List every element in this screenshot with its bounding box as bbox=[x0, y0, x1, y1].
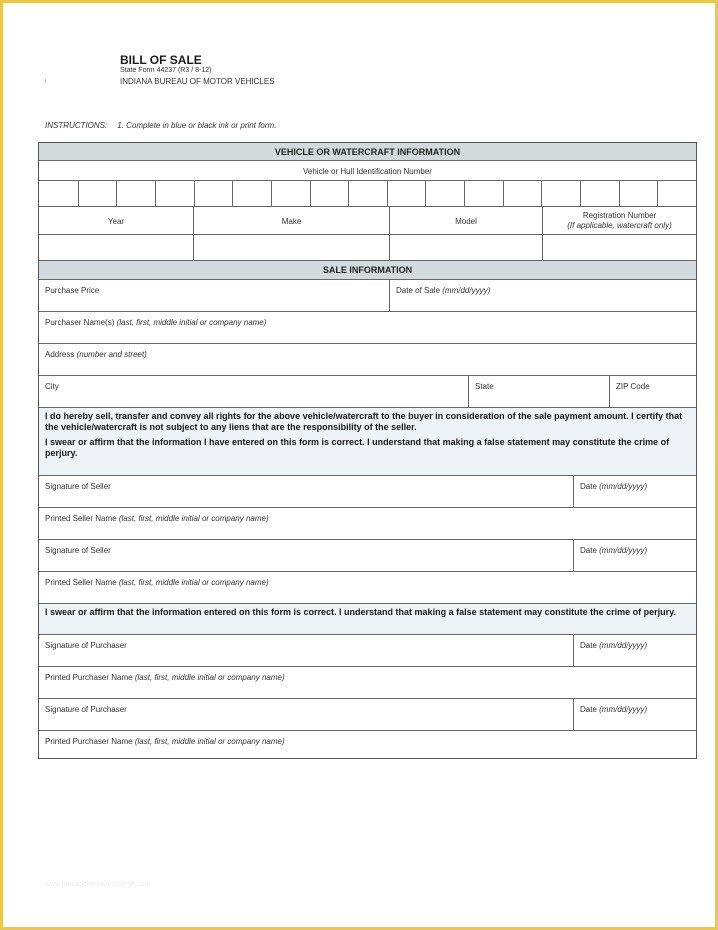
instructions bbox=[45, 121, 276, 130]
vin-char-box[interactable] bbox=[657, 181, 696, 206]
seller-date-text-2: Date bbox=[580, 546, 597, 555]
seller-signature-row-2 bbox=[39, 540, 696, 572]
seller-printed-hint-2: (last, first, middle initial or company name) bbox=[118, 578, 269, 587]
purchaser-signature-label-1: Signature of Purchaser bbox=[45, 641, 127, 650]
form-number: State Form 44237 (R3 / 8-12) bbox=[120, 67, 212, 74]
seller-printed-hint-1: (last, first, middle initial or company name) bbox=[118, 514, 269, 523]
registration-field[interactable] bbox=[542, 235, 696, 260]
vin-box-row bbox=[39, 181, 696, 207]
purchaser-name-hint: (last, first, middle initial or company name) bbox=[116, 318, 267, 327]
make-field[interactable] bbox=[193, 235, 389, 260]
registration-header bbox=[542, 207, 696, 234]
address-label bbox=[45, 350, 147, 359]
zip-field[interactable] bbox=[609, 376, 696, 407]
sale-section-header: SALE INFORMATION bbox=[39, 261, 696, 280]
city-field[interactable] bbox=[39, 376, 468, 407]
purchaser-date-label-2 bbox=[580, 705, 647, 714]
purchaser-printed-text-1: Printed Purchaser Name bbox=[45, 673, 133, 682]
vin-char-box[interactable] bbox=[425, 181, 464, 206]
seller-date-field-2[interactable] bbox=[573, 540, 696, 571]
seller-signature-row-1 bbox=[39, 476, 696, 508]
model-label: Model bbox=[455, 217, 477, 226]
bill-of-sale-form bbox=[38, 142, 697, 759]
vin-char-box[interactable] bbox=[580, 181, 619, 206]
seller-signature-field-1[interactable] bbox=[39, 476, 573, 507]
seller-statement bbox=[39, 408, 696, 476]
vin-char-box[interactable] bbox=[619, 181, 657, 206]
seller-signature-label-2: Signature of Seller bbox=[45, 546, 111, 555]
vin-char-box[interactable] bbox=[348, 181, 387, 206]
form-title: BILL OF SALE bbox=[120, 53, 202, 67]
vehicle-header-row bbox=[39, 207, 696, 235]
vin-char-box[interactable] bbox=[541, 181, 580, 206]
purchaser-name-text: Purchaser Name(s) bbox=[45, 318, 115, 327]
vin-char-box[interactable] bbox=[464, 181, 503, 206]
address-text: Address bbox=[45, 350, 75, 359]
seller-date-label-2 bbox=[580, 546, 647, 555]
seller-printed-name-field-2[interactable] bbox=[39, 572, 696, 604]
seller-date-field-1[interactable] bbox=[573, 476, 696, 507]
date-of-sale-text: Date of Sale bbox=[396, 286, 441, 295]
purchaser-date-field-2[interactable] bbox=[573, 699, 696, 730]
address-field[interactable] bbox=[39, 344, 696, 376]
purchaser-signature-field-1[interactable] bbox=[39, 635, 573, 666]
state-label: State bbox=[475, 382, 494, 391]
state-field[interactable] bbox=[468, 376, 609, 407]
vehicle-entry-row bbox=[39, 235, 696, 261]
purchaser-printed-name-field-2[interactable] bbox=[39, 731, 696, 758]
purchaser-printed-name-label-1 bbox=[45, 673, 285, 682]
vin-char-box[interactable] bbox=[310, 181, 348, 206]
purchaser-signature-label-2: Signature of Purchaser bbox=[45, 705, 127, 714]
purchaser-date-hint-2: (mm/dd/yyyy) bbox=[599, 705, 648, 714]
vin-char-box[interactable] bbox=[271, 181, 310, 206]
seller-printed-text-1: Printed Seller Name bbox=[45, 514, 117, 523]
vin-char-box[interactable] bbox=[232, 181, 271, 206]
seller-signature-field-2[interactable] bbox=[39, 540, 573, 571]
form-sheet bbox=[3, 3, 715, 927]
year-header bbox=[39, 207, 193, 234]
purchaser-statement bbox=[39, 604, 696, 635]
address-hint: (number and street) bbox=[76, 350, 147, 359]
purchaser-printed-hint-1: (last, first, middle initial or company name) bbox=[134, 673, 285, 682]
city-label: City bbox=[45, 382, 59, 391]
year-field[interactable] bbox=[39, 235, 193, 260]
seller-date-hint-2: (mm/dd/yyyy) bbox=[599, 546, 648, 555]
purchaser-printed-hint-2: (last, first, middle initial or company name) bbox=[134, 737, 285, 746]
purchaser-name-field[interactable] bbox=[39, 312, 696, 344]
model-header bbox=[389, 207, 542, 234]
date-of-sale-label bbox=[396, 286, 490, 295]
agency-name: INDIANA BUREAU OF MOTOR VEHICLES bbox=[120, 77, 275, 86]
seller-printed-name-label-2 bbox=[45, 578, 269, 587]
scan-mark bbox=[45, 79, 46, 83]
registration-note: (If applicable, watercraft only) bbox=[567, 221, 672, 230]
vin-label: Vehicle or Hull Identification Number bbox=[303, 167, 432, 176]
vin-char-box[interactable] bbox=[155, 181, 194, 206]
purchaser-date-field-1[interactable] bbox=[573, 635, 696, 666]
date-of-sale-field[interactable] bbox=[389, 280, 696, 311]
vin-char-box[interactable] bbox=[503, 181, 541, 206]
seller-printed-name-label-1 bbox=[45, 514, 269, 523]
seller-printed-text-2: Printed Seller Name bbox=[45, 578, 117, 587]
seller-date-label-1 bbox=[580, 482, 647, 491]
purchase-price-field[interactable] bbox=[39, 280, 389, 311]
instructions-text: 1. Complete in blue or black ink or print form. bbox=[117, 121, 277, 130]
purchaser-signature-field-2[interactable] bbox=[39, 699, 573, 730]
seller-date-text-1: Date bbox=[580, 482, 597, 491]
vehicle-section-header: VEHICLE OR WATERCRAFT INFORMATION bbox=[39, 143, 696, 161]
purchaser-signature-row-1 bbox=[39, 635, 696, 667]
purchaser-printed-name-label-2 bbox=[45, 737, 285, 746]
seller-signature-label-1: Signature of Seller bbox=[45, 482, 111, 491]
vin-char-box[interactable] bbox=[39, 181, 78, 206]
vin-char-box[interactable] bbox=[116, 181, 155, 206]
purchaser-date-text-1: Date bbox=[580, 641, 597, 650]
city-state-zip-row bbox=[39, 376, 696, 408]
zip-label: ZIP Code bbox=[616, 382, 650, 391]
purchaser-printed-name-field-1[interactable] bbox=[39, 667, 696, 699]
date-format-hint: (mm/dd/yyyy) bbox=[442, 286, 491, 295]
purchaser-signature-row-2 bbox=[39, 699, 696, 731]
vin-char-box[interactable] bbox=[194, 181, 232, 206]
purchaser-date-text-2: Date bbox=[580, 705, 597, 714]
purchaser-name-label bbox=[45, 318, 266, 327]
seller-statement-perjury: I swear or affirm that the information I have entered on this form is correct. I understand that making a false statement may constitute the crime of perjury. bbox=[45, 437, 670, 458]
seller-printed-name-field-1[interactable] bbox=[39, 508, 696, 540]
year-label: Year bbox=[107, 217, 125, 226]
price-date-row bbox=[39, 280, 696, 312]
purchase-price-label: Purchase Price bbox=[45, 286, 100, 295]
make-header bbox=[193, 207, 389, 234]
model-field[interactable] bbox=[389, 235, 542, 260]
vin-char-box[interactable] bbox=[78, 181, 116, 206]
vin-label-row bbox=[39, 161, 696, 181]
purchaser-date-label-1 bbox=[580, 641, 647, 650]
vin-char-box[interactable] bbox=[387, 181, 425, 206]
seller-statement-transfer: I do hereby sell, transfer and convey all rights for the above vehicle/watercraft to the buyer in consideration of the sale payment amount. I certify that the vehicle/watercraft is not subject to any liens that are the responsibility of the seller. bbox=[45, 411, 683, 432]
purchaser-printed-text-2: Printed Purchaser Name bbox=[45, 737, 133, 746]
make-label: Make bbox=[281, 217, 302, 226]
watermark: www.heritagechristiancollege.com bbox=[45, 881, 151, 888]
purchaser-statement-perjury: I swear or affirm that the information entered on this form is correct. I understand that making a false statement may constitute the crime of perjury. bbox=[45, 607, 676, 617]
seller-date-hint-1: (mm/dd/yyyy) bbox=[599, 482, 648, 491]
instructions-label: INSTRUCTIONS: bbox=[45, 121, 108, 130]
registration-label: Registration Number bbox=[582, 211, 657, 220]
purchaser-date-hint-1: (mm/dd/yyyy) bbox=[599, 641, 648, 650]
